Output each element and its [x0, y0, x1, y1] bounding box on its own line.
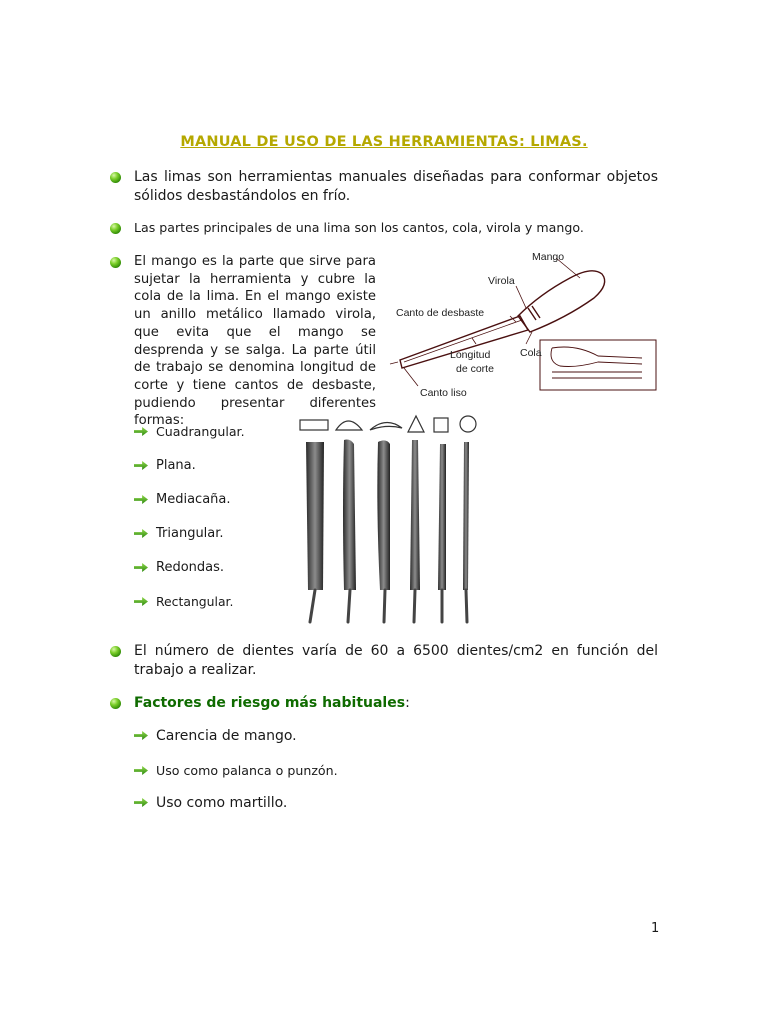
shape-item-cuadrangular: Cuadrangular.: [156, 424, 245, 439]
bullet-icon: [110, 698, 121, 709]
parts-paragraph: Las partes principales de una lima son los cantos, cola, virola y mango.: [134, 220, 584, 235]
shape-item-mediacana: Mediacaña.: [156, 492, 231, 507]
shape-item-rectangular: Rectangular.: [156, 594, 234, 609]
risk-heading: [134, 694, 654, 713]
file-types-illustration: [296, 410, 492, 626]
label-de-corte: de corte: [456, 363, 494, 375]
label-canto-desbaste: Canto de desbaste: [396, 307, 485, 319]
arrow-bullet-icon: [134, 597, 148, 606]
dientes-paragraph: El número de dientes varía de 60 a 6500 dientes/cm2 en función del trabajo a realizar.: [134, 643, 658, 678]
intro-paragraph: Las limas son herramientas manuales diseñadas para conformar objetos sólidos desbastándolos en frío.: [134, 169, 658, 204]
label-cola: Cola: [520, 347, 542, 359]
arrow-bullet-icon: [134, 529, 148, 538]
risk-item-palanca: Uso como palanca o punzón.: [156, 763, 338, 778]
label-virola: Virola: [488, 275, 515, 287]
page-number: 1: [651, 921, 660, 936]
label-canto-liso: Canto liso: [420, 387, 467, 399]
shape-item-plana: Plana.: [156, 458, 196, 473]
document-title: MANUAL DE USO DE LAS HERRAMIENTAS: LIMAS.: [180, 134, 588, 150]
bullet-icon: [110, 223, 121, 234]
label-longitud: Longitud: [450, 349, 491, 361]
arrow-bullet-icon: [134, 563, 148, 572]
arrow-bullet-icon: [134, 461, 148, 470]
risk-item-martillo: Uso como martillo.: [156, 795, 288, 811]
arrow-bullet-icon: [134, 798, 148, 807]
arrow-bullet-icon: [134, 766, 148, 775]
shape-item-redondas: Redondas.: [156, 560, 225, 575]
risk-heading-colon: :: [405, 695, 410, 711]
mango-paragraph: El mango es la parte que sirve para sujetar la herramienta y cubre la cola de la lima. En el mango existe un anillo metálico llamado virola, que evita que el mango se desprenda y se salga. La parte útil de trabajo se denomina longitud de corte y tiene cantos de desbaste, pudiendo presentar diferentes formas:: [134, 254, 376, 429]
label-mango: Mango: [532, 251, 565, 263]
bullet-icon: [110, 257, 121, 268]
arrow-bullet-icon: [134, 731, 148, 740]
bullet-icon: [110, 172, 121, 183]
arrow-bullet-icon: [134, 495, 148, 504]
file-anatomy-diagram: [380, 244, 666, 408]
bullet-icon: [110, 646, 121, 657]
risk-item-carencia: Carencia de mango.: [156, 728, 297, 744]
shape-item-triangular: Triangular.: [156, 526, 224, 541]
risk-heading-text: Factores de riesgo más habituales: [134, 695, 406, 711]
